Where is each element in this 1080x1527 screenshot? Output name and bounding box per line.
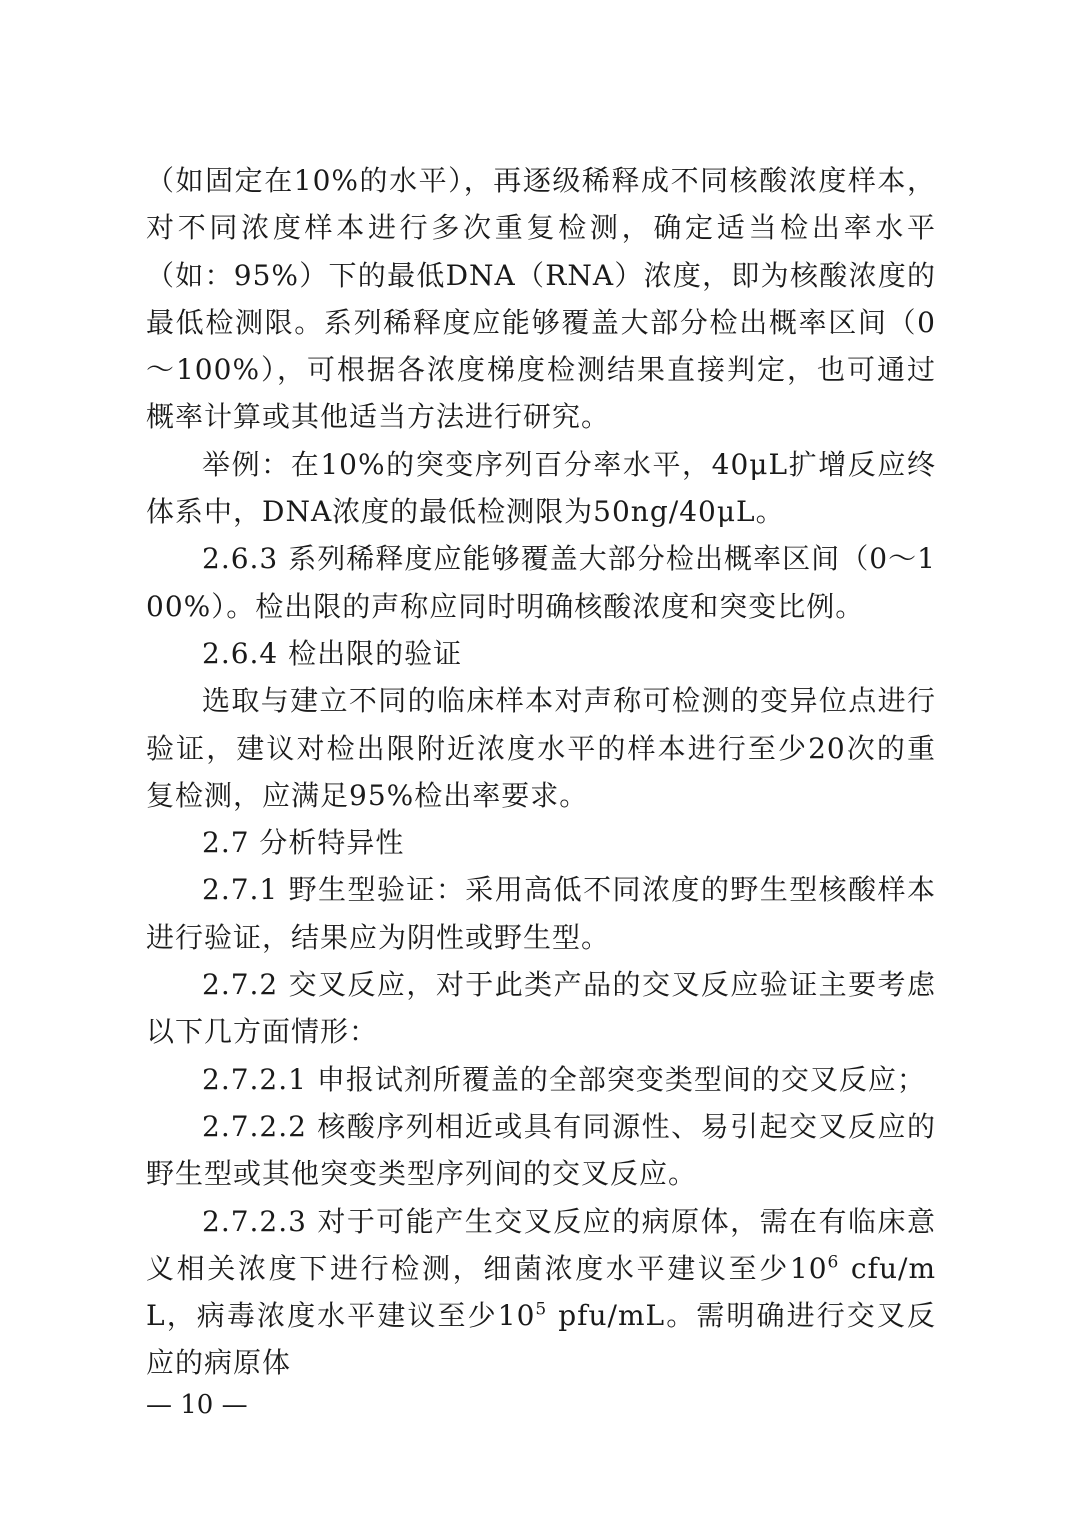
body-text [146, 157, 936, 1387]
paragraph-2-7-1: 2.7.1 野生型验证：采用高低不同浓度的野生型核酸样本进行验证，结果应为阴性或野生型。 [146, 873, 936, 954]
paragraph-2-7-2-3-part2: cfu/mL，病毒浓度水平建议至少10 [146, 1251, 936, 1333]
paragraph-2-7-2-2: 2.7.2.2 核酸序列相近或具有同源性、易引起交叉反应的野生型或其他突变类型序列间的交叉反应。 [146, 1109, 936, 1191]
superscript-exponent-6: 6 [827, 1252, 840, 1273]
heading-2-7: 2.7 分析特异性 [202, 826, 405, 860]
heading-2-6-4: 2.6.4 检出限的验证 [202, 636, 463, 670]
paragraph-2-7-2-3-part1: 2.7.2.3 对于可能产生交叉反应的病原体，需在有临床意义相关浓度下进行检测，细菌浓度水平建议至少10 [146, 1204, 936, 1285]
superscript-exponent-5: 5 [535, 1299, 548, 1320]
paragraph-2-7-2-1: 2.7.2.1 申报试剂所覆盖的全部突变类型间的交叉反应； [202, 1062, 926, 1096]
paragraph-example: 举例：在10%的突变序列百分率水平，40μL扩增反应终体系中，DNA浓度的最低检测限为50ng/40μL。 [146, 447, 936, 529]
paragraph-dilution-method: （如固定在10%的水平），再逐级稀释成不同核酸浓度样本，对不同浓度样本进行多次重复检测，确定适当检出率水平（如：95%）下的最低DNA（RNA）浓度，即为核酸浓度的最低检测限。系列稀释度应能够覆盖大部分检出概率区间（0～100%），可根据各浓度梯度检测结果直接判定，也可通过概率计算或其他适当方法进行研究。 [146, 164, 936, 434]
page-number: — 10 — [146, 1390, 248, 1420]
paragraph-2-6-3: 2.6.3 系列稀释度应能够覆盖大部分检出概率区间（0～100%）。检出限的声称应同时明确核酸浓度和突变比例。 [146, 542, 936, 623]
paragraph-2-7-2-3-part3: pfu/mL。需明确进行交叉反应的病原体 [146, 1299, 936, 1380]
paragraph-2-7-2-3 [146, 1198, 936, 1387]
paragraph-lod-verification: 选取与建立不同的临床样本对声称可检测的变异位点进行验证，建议对检出限附近浓度水平的样本进行至少20次的重复检测，应满足95%检出率要求。 [146, 684, 936, 812]
paragraph-2-7-2: 2.7.2 交叉反应，对于此类产品的交叉反应验证主要考虑以下几方面情形： [146, 968, 936, 1049]
